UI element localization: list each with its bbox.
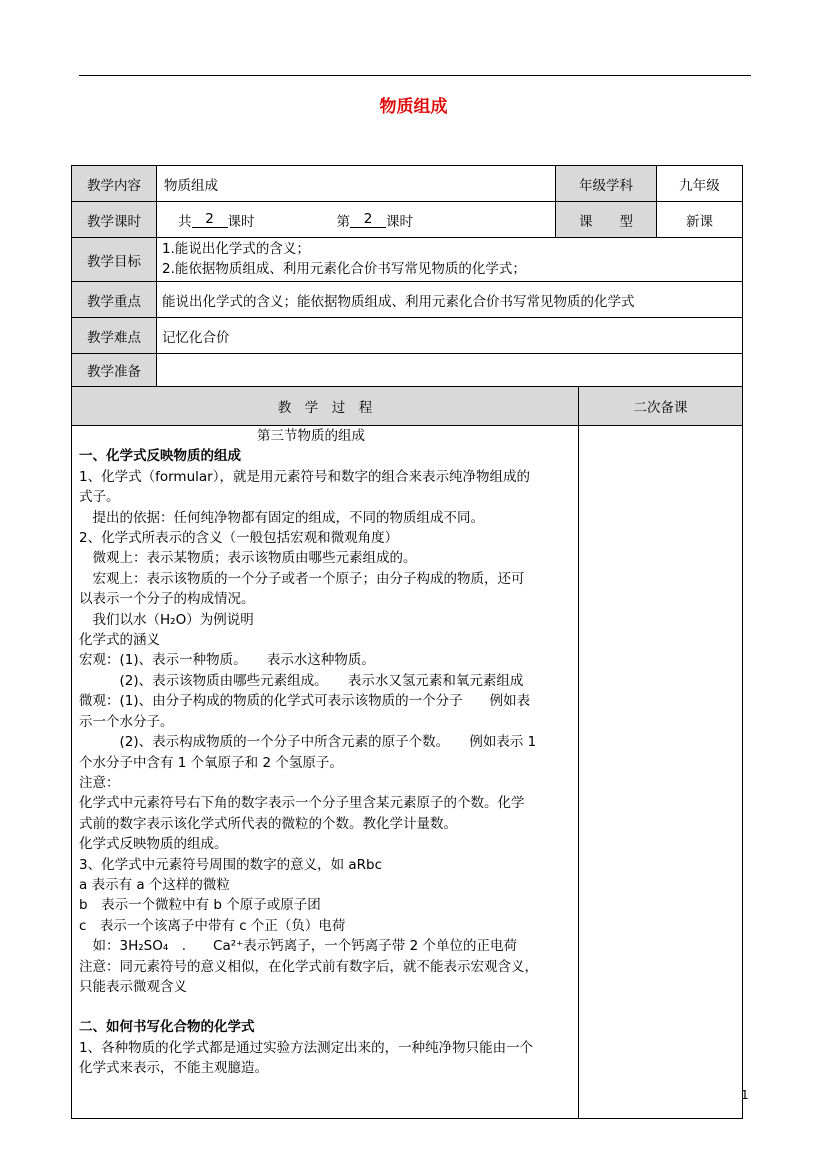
text-line: 化学式的涵义 — [79, 632, 160, 649]
page-number: 1 — [741, 1088, 749, 1102]
hours-total: 2 — [192, 211, 228, 228]
text-line: 1、化学式（formular），就是用元素符号和数字的组合来表示纯净物组成的 — [79, 468, 530, 485]
goal-line-1: 1.能说出化学式的含义； — [162, 241, 310, 257]
text-line: 以表示一个分子的构成情况。 — [79, 591, 255, 608]
heading-2: 二、如何书写化合物的化学式 — [79, 1019, 255, 1036]
grade-value: 九年级 — [656, 166, 742, 201]
text-line: 我们以水（H₂O）为例说明 — [79, 611, 254, 628]
type-value: 新课 — [656, 201, 742, 237]
text-line: 个水分子中含有 1 个氧原子和 2 个氢原子。 — [79, 754, 343, 771]
grade-label: 年级学科 — [555, 166, 656, 201]
key-value: 能说出化学式的含义；能依据物质组成、利用元素化合价书写常见物质的化学式 — [156, 281, 742, 317]
hours-unit1: 课时 — [227, 213, 255, 230]
text-line: 示一个水分子。 — [79, 713, 174, 730]
text-line: 只能表示微观含义 — [79, 978, 187, 995]
content-label: 教学内容 — [72, 166, 156, 201]
text-line: 化学式来表示，不能主观臆造。 — [79, 1060, 268, 1077]
text-line: a 表示有 a 个这样的微粒 — [79, 876, 230, 893]
key-label: 教学重点 — [72, 281, 156, 317]
hours-label: 教学课时 — [72, 201, 156, 237]
lesson-info-table — [71, 165, 743, 387]
text-line: 3、化学式中元素符号周围的数字的意义，如 aRbc — [79, 856, 383, 873]
goal-value — [156, 237, 742, 281]
text-line: 注意： — [79, 774, 120, 791]
text-line: (2)、表示构成物质的一个分子中所含元素的原子个数。 例如表示 1 — [79, 734, 537, 751]
section-heading: 第三节物质的组成 — [257, 428, 365, 444]
hours-unit2: 课时 — [386, 213, 413, 230]
hours-nth-prefix: 第 — [336, 213, 350, 230]
text-line: (2)、表示该物质由哪些元素组成。 表示水又氢元素和氧元素组成 — [79, 672, 524, 689]
text-line: 提出的依据：任何纯净物都有固定的组成，不同的物质组成不同。 — [79, 509, 484, 526]
text-line: b 表示一个微粒中有 b 个原子或原子团 — [79, 897, 321, 914]
difficulty-label: 教学难点 — [72, 317, 156, 353]
prep-value — [156, 353, 742, 386]
text-line: 化学式反映物质的组成。 — [79, 836, 228, 853]
prep-label: 教学准备 — [72, 353, 156, 386]
text-line: 宏观上：表示该物质的一个分子或者一个原子；由分子构成的物质，还可 — [79, 570, 525, 587]
text-line: 1、各种物质的化学式都是通过实验方法测定出来的，一种纯净物只能由一个 — [79, 1039, 534, 1056]
process-header: 教 学 过 程 — [72, 387, 578, 425]
text-line: 式子。 — [79, 489, 120, 506]
text-line: 微观：(1)、由分子构成的物质的化学式可表示该物质的一个分子 例如表 — [79, 693, 531, 710]
text-line: c 表示一个该离子中带有 c 个正（负）电荷 — [79, 917, 346, 934]
goal-line-2: 2.能依据物质组成、利用元素化合价书写常见物质的化学式； — [162, 261, 526, 277]
hours-nth: 2 — [350, 211, 386, 228]
second-prep-header: 二次备课 — [578, 387, 742, 425]
text-line: 宏观：(1)、表示一种物质。 表示水这种物质。 — [79, 652, 375, 669]
text-line: 微观上：表示某物质；表示该物质由哪些元素组成的。 — [79, 550, 417, 567]
difficulty-value: 记忆化合价 — [156, 317, 742, 353]
text-line: 化学式中元素符号右下角的数字表示一个分子里含某元素原子的个数。化学 — [79, 795, 525, 812]
text-line: 2、化学式所表示的含义（一般包括宏观和微观角度） — [79, 530, 399, 547]
process-content — [79, 426, 573, 1079]
hours-prefix: 共 — [178, 213, 192, 230]
text-line: 注意：同元素符号的意义相似，在化学式前有数字后，就不能表示宏观含义， — [79, 958, 538, 975]
goal-label: 教学目标 — [72, 237, 156, 281]
type-label: 课 型 — [555, 201, 656, 237]
text-line: 如：3H₂SO₄ . Ca²⁺表示钙离子，一个钙离子带 2 个单位的正电荷 — [79, 938, 517, 955]
page-title: 物质组成 — [379, 97, 448, 117]
heading-1: 一、化学式反映物质的组成 — [79, 448, 241, 465]
text-line: 式前的数字表示该化学式所代表的微粒的个数。教化学计量数。 — [79, 815, 457, 832]
content-value: 物质组成 — [156, 166, 627, 201]
hours-value — [156, 201, 555, 237]
header-rule — [79, 75, 751, 76]
